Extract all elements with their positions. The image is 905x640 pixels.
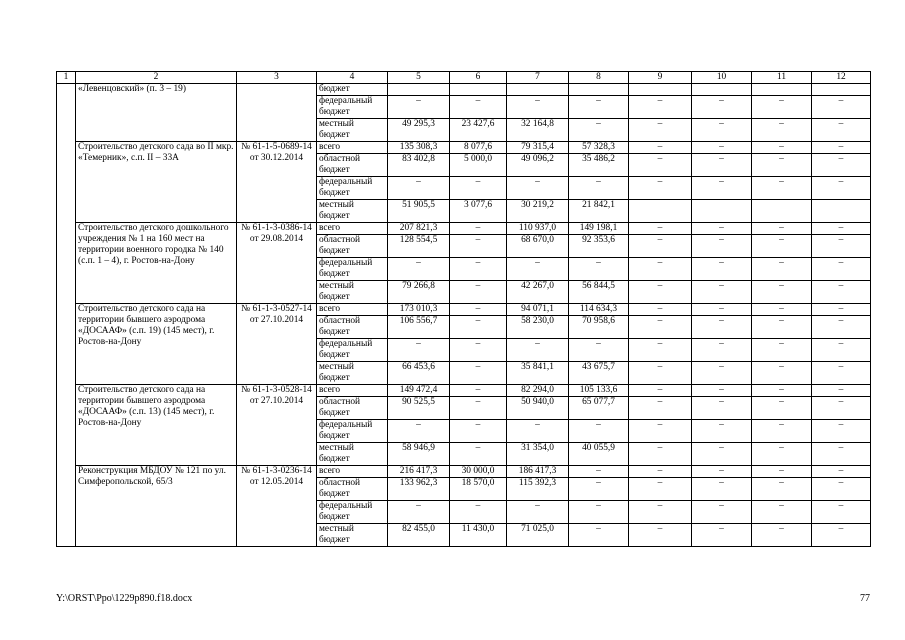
value-cell: – xyxy=(692,281,752,304)
value-cell xyxy=(752,84,812,96)
value-cell: – xyxy=(569,339,629,362)
document-ref-cell xyxy=(237,84,317,142)
funding-source-cell: областной бюджет xyxy=(317,478,388,501)
value-cell: – xyxy=(752,362,812,385)
value-cell: – xyxy=(812,420,871,443)
funding-source-cell: местный бюджет xyxy=(317,200,388,223)
value-cell: – xyxy=(692,96,752,119)
value-cell: – xyxy=(629,385,692,397)
value-cell: – xyxy=(752,258,812,281)
value-cell: – xyxy=(812,142,871,154)
value-cell: – xyxy=(752,501,812,524)
value-cell: – xyxy=(629,96,692,119)
value-cell: 21 842,1 xyxy=(569,200,629,223)
value-cell: – xyxy=(752,154,812,177)
table-row xyxy=(57,142,871,154)
value-cell: – xyxy=(692,304,752,316)
value-cell: – xyxy=(812,258,871,281)
value-cell: 149 472,4 xyxy=(388,385,450,397)
value-cell: – xyxy=(450,362,507,385)
header-cell: 11 xyxy=(752,72,812,84)
value-cell: – xyxy=(692,385,752,397)
value-cell: – xyxy=(569,466,629,478)
value-cell: 92 353,6 xyxy=(569,235,629,258)
value-cell: – xyxy=(388,96,450,119)
document-ref-cell: № 61-1-3-0528-14 от 27.10.2014 xyxy=(237,385,317,466)
value-cell: 186 417,3 xyxy=(507,466,569,478)
value-cell: – xyxy=(569,119,629,142)
value-cell: – xyxy=(752,177,812,200)
value-cell xyxy=(569,84,629,96)
value-cell: – xyxy=(450,316,507,339)
funding-source-cell: областной бюджет xyxy=(317,316,388,339)
value-cell: – xyxy=(812,281,871,304)
header-cell: 3 xyxy=(237,72,317,84)
value-cell: 135 308,3 xyxy=(388,142,450,154)
funding-source-cell: федеральный бюджет xyxy=(317,258,388,281)
value-cell: – xyxy=(692,466,752,478)
value-cell: 90 525,5 xyxy=(388,397,450,420)
value-cell: – xyxy=(450,443,507,466)
table-row xyxy=(57,304,871,316)
value-cell: 3 077,6 xyxy=(450,200,507,223)
value-cell: – xyxy=(692,397,752,420)
value-cell: – xyxy=(812,524,871,547)
value-cell: – xyxy=(569,258,629,281)
value-cell: – xyxy=(629,223,692,235)
value-cell: 11 430,0 xyxy=(450,524,507,547)
table-row xyxy=(57,466,871,478)
value-cell: – xyxy=(812,223,871,235)
value-cell: – xyxy=(450,281,507,304)
value-cell: 30 000,0 xyxy=(450,466,507,478)
value-cell xyxy=(752,200,812,223)
value-cell: 106 556,7 xyxy=(388,316,450,339)
value-cell: – xyxy=(450,258,507,281)
value-cell: 42 267,0 xyxy=(507,281,569,304)
value-cell: – xyxy=(812,96,871,119)
value-cell: – xyxy=(812,154,871,177)
value-cell: 50 940,0 xyxy=(507,397,569,420)
value-cell: – xyxy=(507,96,569,119)
value-cell: – xyxy=(629,281,692,304)
value-cell: – xyxy=(629,142,692,154)
value-cell: – xyxy=(450,420,507,443)
funding-source-cell: местный бюджет xyxy=(317,524,388,547)
value-cell: – xyxy=(450,96,507,119)
value-cell: – xyxy=(812,304,871,316)
value-cell xyxy=(812,84,871,96)
value-cell: – xyxy=(569,96,629,119)
value-cell: – xyxy=(692,420,752,443)
value-cell: 8 077,6 xyxy=(450,142,507,154)
funding-source-cell: всего xyxy=(317,385,388,397)
value-cell: – xyxy=(450,501,507,524)
value-cell: – xyxy=(692,316,752,339)
value-cell: 66 453,6 xyxy=(388,362,450,385)
value-cell: – xyxy=(629,466,692,478)
value-cell: – xyxy=(692,478,752,501)
value-cell: – xyxy=(812,397,871,420)
value-cell: – xyxy=(752,524,812,547)
value-cell: – xyxy=(752,119,812,142)
funding-source-cell: местный бюджет xyxy=(317,362,388,385)
value-cell: 40 055,9 xyxy=(569,443,629,466)
value-cell: 68 670,0 xyxy=(507,235,569,258)
document-ref-cell: № 61-1-5-0689-14 от 30.12.2014 xyxy=(237,142,317,223)
value-cell: – xyxy=(450,397,507,420)
value-cell: – xyxy=(752,235,812,258)
value-cell: – xyxy=(692,501,752,524)
value-cell: – xyxy=(752,478,812,501)
document-ref-cell: № 61-1-3-0236-14 от 12.05.2014 xyxy=(237,466,317,547)
value-cell: – xyxy=(692,235,752,258)
header-cell: 5 xyxy=(388,72,450,84)
value-cell: – xyxy=(629,316,692,339)
funding-source-cell: бюджет xyxy=(317,84,388,96)
value-cell: – xyxy=(812,478,871,501)
object-name-cell: Строительство детского сада на территории бывшего аэродрома «ДОСААФ» (с.п. 13) (145 мест), г. Ростов-на-Дону xyxy=(76,385,237,466)
value-cell: – xyxy=(812,443,871,466)
value-cell: 49 096,2 xyxy=(507,154,569,177)
header-cell: 12 xyxy=(812,72,871,84)
value-cell: 149 198,1 xyxy=(569,223,629,235)
header-cell: 6 xyxy=(450,72,507,84)
value-cell xyxy=(692,200,752,223)
value-cell: – xyxy=(752,385,812,397)
value-cell: 79 266,8 xyxy=(388,281,450,304)
value-cell: 56 844,5 xyxy=(569,281,629,304)
funding-source-cell: федеральный бюджет xyxy=(317,339,388,362)
value-cell: – xyxy=(812,316,871,339)
value-cell: – xyxy=(812,339,871,362)
funding-source-cell: местный бюджет xyxy=(317,281,388,304)
funding-source-cell: федеральный бюджет xyxy=(317,96,388,119)
value-cell: 115 392,3 xyxy=(507,478,569,501)
value-cell: – xyxy=(812,501,871,524)
value-cell: 35 486,2 xyxy=(569,154,629,177)
value-cell: 105 133,6 xyxy=(569,385,629,397)
value-cell: – xyxy=(752,466,812,478)
footer-file-path: Y:\ORST\Ppo\1229p890.f18.docx xyxy=(56,593,193,604)
value-cell: – xyxy=(629,339,692,362)
funding-source-cell: всего xyxy=(317,304,388,316)
value-cell: – xyxy=(692,119,752,142)
value-cell: – xyxy=(569,524,629,547)
value-cell xyxy=(629,84,692,96)
header-cell: 2 xyxy=(76,72,237,84)
value-cell: 82 294,0 xyxy=(507,385,569,397)
value-cell: – xyxy=(752,443,812,466)
value-cell: – xyxy=(692,443,752,466)
value-cell: – xyxy=(752,223,812,235)
page-number: 77 xyxy=(860,593,870,604)
funding-source-cell: всего xyxy=(317,466,388,478)
value-cell: – xyxy=(629,119,692,142)
value-cell: 30 219,2 xyxy=(507,200,569,223)
table-row xyxy=(57,223,871,235)
value-cell: – xyxy=(450,304,507,316)
value-cell: 31 354,0 xyxy=(507,443,569,466)
value-cell: 18 570,0 xyxy=(450,478,507,501)
funding-source-cell: областной бюджет xyxy=(317,397,388,420)
value-cell: 51 905,5 xyxy=(388,200,450,223)
object-name-cell: Строительство детского сада во II мкр. «Темерник», с.п. II – 33А xyxy=(76,142,237,223)
value-cell: – xyxy=(692,362,752,385)
value-cell: 43 675,7 xyxy=(569,362,629,385)
value-cell: 216 417,3 xyxy=(388,466,450,478)
value-cell: – xyxy=(507,177,569,200)
value-cell xyxy=(507,84,569,96)
value-cell: 49 295,3 xyxy=(388,119,450,142)
value-cell: 94 071,1 xyxy=(507,304,569,316)
value-cell: – xyxy=(692,524,752,547)
funding-source-cell: областной бюджет xyxy=(317,154,388,177)
value-cell: 35 841,1 xyxy=(507,362,569,385)
value-cell: – xyxy=(450,385,507,397)
value-cell: – xyxy=(812,385,871,397)
header-cell: 8 xyxy=(569,72,629,84)
value-cell: – xyxy=(752,339,812,362)
value-cell: – xyxy=(629,177,692,200)
value-cell: 23 427,6 xyxy=(450,119,507,142)
object-name-cell: Строительство детского дошкольного учреждения № 1 на 160 мест на территории военного городка № 140 (с.п. 1 – 4), г. Ростов-на-Дону xyxy=(76,223,237,304)
funding-source-cell: федеральный бюджет xyxy=(317,501,388,524)
header-row xyxy=(57,72,871,84)
value-cell: – xyxy=(629,258,692,281)
budget-table xyxy=(56,71,871,547)
funding-source-cell: местный бюджет xyxy=(317,443,388,466)
value-cell: – xyxy=(629,478,692,501)
value-cell: 207 821,3 xyxy=(388,223,450,235)
object-name-cell: Строительство детского сада на территории бывшего аэродрома «ДОСААФ» (с.п. 19) (145 мест), г. Ростов-на-Дону xyxy=(76,304,237,385)
value-cell: – xyxy=(507,339,569,362)
number-column-cell xyxy=(57,84,76,547)
funding-source-cell: федеральный бюджет xyxy=(317,177,388,200)
value-cell: 58 230,0 xyxy=(507,316,569,339)
object-name-cell: «Левенцовский» (п. 3 – 19) xyxy=(76,84,237,142)
value-cell: – xyxy=(752,96,812,119)
value-cell: 32 164,8 xyxy=(507,119,569,142)
header-cell: 7 xyxy=(507,72,569,84)
value-cell: – xyxy=(629,524,692,547)
value-cell: – xyxy=(692,154,752,177)
value-cell: 173 010,3 xyxy=(388,304,450,316)
value-cell: 128 554,5 xyxy=(388,235,450,258)
header-cell: 9 xyxy=(629,72,692,84)
value-cell: – xyxy=(629,235,692,258)
value-cell: – xyxy=(629,397,692,420)
value-cell: – xyxy=(388,501,450,524)
value-cell: – xyxy=(569,420,629,443)
object-name-cell: Реконструкция МБДОУ № 121 по ул. Симферопольской, 65/3 xyxy=(76,466,237,547)
value-cell: – xyxy=(450,339,507,362)
value-cell: – xyxy=(629,154,692,177)
value-cell: 57 328,3 xyxy=(569,142,629,154)
funding-source-cell: местный бюджет xyxy=(317,119,388,142)
table-row xyxy=(57,385,871,397)
value-cell: – xyxy=(629,443,692,466)
value-cell: – xyxy=(692,339,752,362)
value-cell: 58 946,9 xyxy=(388,443,450,466)
value-cell: – xyxy=(752,397,812,420)
value-cell: 110 937,0 xyxy=(507,223,569,235)
value-cell: – xyxy=(569,478,629,501)
value-cell xyxy=(388,84,450,96)
value-cell: – xyxy=(752,304,812,316)
header-cell: 1 xyxy=(57,72,76,84)
value-cell: – xyxy=(752,281,812,304)
value-cell: – xyxy=(450,177,507,200)
value-cell: – xyxy=(507,420,569,443)
value-cell: – xyxy=(629,501,692,524)
value-cell xyxy=(692,84,752,96)
value-cell: – xyxy=(388,339,450,362)
value-cell: 133 962,3 xyxy=(388,478,450,501)
value-cell: – xyxy=(388,177,450,200)
funding-source-cell: федеральный бюджет xyxy=(317,420,388,443)
value-cell: – xyxy=(812,119,871,142)
value-cell: 65 077,7 xyxy=(569,397,629,420)
value-cell: – xyxy=(752,142,812,154)
value-cell: – xyxy=(812,466,871,478)
document-ref-cell: № 61-1-3-0527-14 от 27.10.2014 xyxy=(237,304,317,385)
funding-source-cell: всего xyxy=(317,142,388,154)
value-cell: – xyxy=(569,501,629,524)
value-cell: – xyxy=(388,258,450,281)
value-cell: – xyxy=(450,235,507,258)
funding-source-cell: областной бюджет xyxy=(317,235,388,258)
value-cell: – xyxy=(812,235,871,258)
value-cell: 71 025,0 xyxy=(507,524,569,547)
value-cell: – xyxy=(507,258,569,281)
value-cell: 114 634,3 xyxy=(569,304,629,316)
value-cell xyxy=(450,84,507,96)
funding-source-cell: всего xyxy=(317,223,388,235)
value-cell: – xyxy=(450,223,507,235)
value-cell: – xyxy=(692,223,752,235)
value-cell: – xyxy=(752,316,812,339)
value-cell: – xyxy=(752,420,812,443)
value-cell: – xyxy=(507,501,569,524)
document-ref-cell: № 61-1-3-0386-14 от 29.08.2014 xyxy=(237,223,317,304)
value-cell: – xyxy=(388,420,450,443)
value-cell: 79 315,4 xyxy=(507,142,569,154)
value-cell xyxy=(629,200,692,223)
value-cell: – xyxy=(629,362,692,385)
header-cell: 10 xyxy=(692,72,752,84)
value-cell: – xyxy=(812,362,871,385)
value-cell: – xyxy=(692,177,752,200)
value-cell: – xyxy=(629,304,692,316)
value-cell: 5 000,0 xyxy=(450,154,507,177)
value-cell: – xyxy=(692,258,752,281)
value-cell: – xyxy=(812,177,871,200)
value-cell: 83 402,8 xyxy=(388,154,450,177)
value-cell: – xyxy=(569,177,629,200)
value-cell: – xyxy=(629,420,692,443)
value-cell: – xyxy=(692,142,752,154)
header-cell: 4 xyxy=(317,72,388,84)
table-row xyxy=(57,84,871,96)
value-cell: 70 958,6 xyxy=(569,316,629,339)
value-cell xyxy=(812,200,871,223)
value-cell: 82 455,0 xyxy=(388,524,450,547)
